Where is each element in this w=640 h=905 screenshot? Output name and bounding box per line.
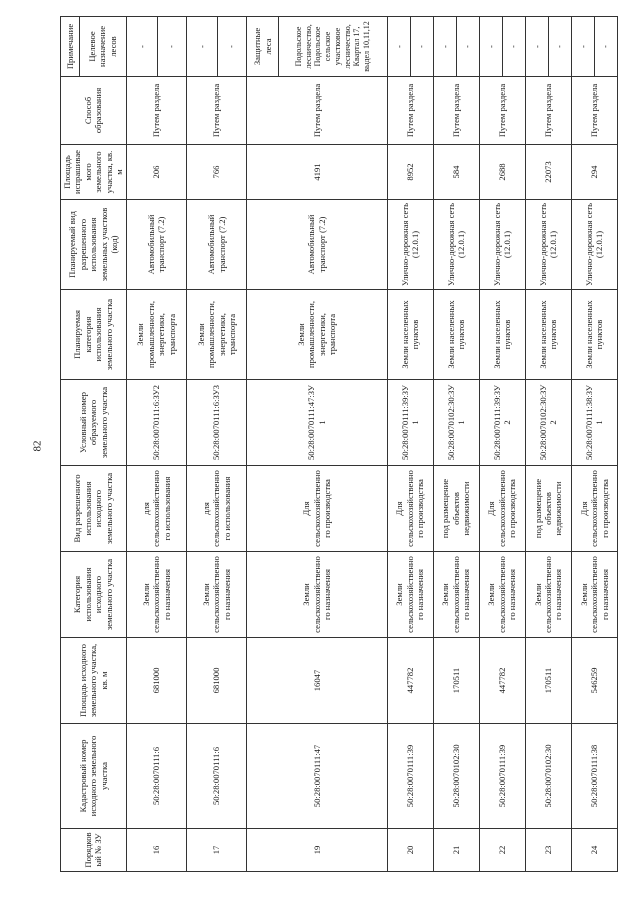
plan-use-cell: Автомобильный транспорт (7.2) — [247, 200, 387, 290]
note-cell: - — [503, 17, 525, 77]
col-cond-number: Условный номер образуемого земельного участка — [61, 380, 127, 466]
header-row — [61, 17, 80, 872]
plan-use-cell: Автомобильный транспорт (7.2) — [187, 200, 247, 290]
method-cell: Путем раздела — [479, 77, 525, 145]
method-cell: Путем раздела — [247, 77, 387, 145]
table-row — [387, 17, 411, 872]
src-category-cell: Земли сельскохозяйственного назначения — [525, 552, 571, 638]
note-cell: - — [595, 17, 618, 77]
src-area-cell: 16047 — [247, 638, 387, 724]
col-plan-use: Планируемый вид разрешенного использования земельных участков (код) — [61, 200, 127, 290]
cond-number-cell: 50:28:0070111:47:ЗУ1 — [247, 380, 387, 466]
new-area-cell: 22073 — [525, 145, 571, 200]
plan-category-cell: Земли промышленности, энергетики, транспорта — [126, 290, 186, 380]
plan-category-cell: Земли промышленности, энергетики, транспорта — [187, 290, 247, 380]
src-category-cell: Земли сельскохозяйственного назначения — [571, 552, 617, 638]
src-category-cell: Земли сельскохозяйственного назначения — [247, 552, 387, 638]
note-cell: - — [549, 17, 571, 77]
col-plan-category: Планируемая категория использования земельного участка — [61, 290, 127, 380]
src-area-cell: 546259 — [571, 638, 617, 724]
src-use-cell: Для сельскохозяйственного производства — [387, 466, 433, 552]
order-cell: 16 — [126, 829, 186, 872]
src-category-cell: Земли сельскохозяйственного назначения — [187, 552, 247, 638]
purpose-cell: - — [571, 17, 595, 77]
src-category-cell: Земли сельскохозяйственного назначения — [479, 552, 525, 638]
table-row — [433, 17, 457, 872]
plan-category-cell: Земли населенных пунктов — [479, 290, 525, 380]
cadastral-cell: 50:28:0070111:6 — [126, 724, 186, 829]
cadastral-cell: 50:28:0070111:39 — [479, 724, 525, 829]
col-new-area: Площадь испрашиваемого земельного участка, кв. м — [61, 145, 127, 200]
new-area-cell: 4191 — [247, 145, 387, 200]
cadastral-cell: 50:28:0070111:39 — [387, 724, 433, 829]
cond-number-cell: 50:28:0070111:6:ЗУ3 — [187, 380, 247, 466]
method-cell: Путем раздела — [525, 77, 571, 145]
cadastral-cell: 50:28:0070111:38 — [571, 724, 617, 829]
plan-category-cell: Земли населенных пунктов — [525, 290, 571, 380]
note-cell: Подольское лесничество, Подольское сельское участковое лесничество, Квартал 17, выдел 10,11,12 — [279, 17, 387, 77]
table-row — [571, 17, 595, 872]
method-cell: Путем раздела — [187, 77, 247, 145]
col-src-use: Вид разрешенного использования исходного земельного участка — [61, 466, 127, 552]
cond-number-cell: 50:28:0070111:6:ЗУ2 — [126, 380, 186, 466]
src-area-cell: 681000 — [187, 638, 247, 724]
cadastral-cell: 50:28:0070111:47 — [247, 724, 387, 829]
plan-category-cell: Земли населенных пунктов — [571, 290, 617, 380]
plan-use-cell: Улично-дорожная сеть (12.0.1) — [479, 200, 525, 290]
order-cell: 19 — [247, 829, 387, 872]
method-cell: Путем раздела — [571, 77, 617, 145]
src-category-cell: Земли сельскохозяйственного назначения — [433, 552, 479, 638]
plan-category-cell: Земли населенных пунктов — [387, 290, 433, 380]
note-cell: - — [157, 17, 186, 77]
cond-number-cell: 50:28:0070111:38:ЗУ1 — [571, 380, 617, 466]
cadastral-cell: 50:28:0070102:30 — [525, 724, 571, 829]
new-area-cell: 2688 — [479, 145, 525, 200]
purpose-cell: - — [387, 17, 411, 77]
note-cell: - — [457, 17, 479, 77]
purpose-cell: - — [525, 17, 549, 77]
src-area-cell: 447782 — [479, 638, 525, 724]
note-cell: - — [411, 17, 433, 77]
col-order: Порядковый № ЗУ — [61, 829, 127, 872]
src-area-cell: 170511 — [433, 638, 479, 724]
page-number: 82 — [31, 440, 44, 452]
new-area-cell: 8952 — [387, 145, 433, 200]
table-body — [126, 17, 617, 872]
plan-use-cell: Улично-дорожная сеть (12.0.1) — [525, 200, 571, 290]
src-area-cell: 170511 — [525, 638, 571, 724]
cond-number-cell: 50:28:0070111:39:ЗУ2 — [479, 380, 525, 466]
land-plot-table — [60, 17, 611, 872]
plan-use-cell: Автомобильный транспорт (7.2) — [126, 200, 186, 290]
purpose-cell: - — [479, 17, 503, 77]
plan-use-cell: Улично-дорожная сеть (12.0.1) — [433, 200, 479, 290]
order-cell: 17 — [187, 829, 247, 872]
method-cell: Путем раздела — [387, 77, 433, 145]
cond-number-cell: 50:28:0070102:30:ЗУ1 — [433, 380, 479, 466]
cadastral-cell: 50:28:0070102:30 — [433, 724, 479, 829]
purpose-cell: - — [187, 17, 218, 77]
order-cell: 23 — [525, 829, 571, 872]
src-use-cell: для сельскохозяйственного использования — [187, 466, 247, 552]
purpose-cell: - — [126, 17, 157, 77]
src-area-cell: 447782 — [387, 638, 433, 724]
plots-table — [60, 16, 618, 872]
col-method: Способ образования — [61, 77, 127, 145]
plan-use-cell: Улично-дорожная сеть (12.0.1) — [571, 200, 617, 290]
col-purpose: Целевое назначение лесов — [79, 17, 126, 77]
new-area-cell: 766 — [187, 145, 247, 200]
src-use-cell: Для сельскохозяйственного производства — [479, 466, 525, 552]
method-cell: Путем раздела — [126, 77, 186, 145]
src-category-cell: Земли сельскохозяйственного назначения — [387, 552, 433, 638]
note-cell: - — [217, 17, 246, 77]
cadastral-cell: 50:28:0070111:6 — [187, 724, 247, 829]
src-use-cell: под размещение объектов недвижимости — [525, 466, 571, 552]
table-row — [126, 17, 157, 872]
purpose-cell: Защитные леса — [247, 17, 279, 77]
src-category-cell: Земли сельскохозяйственного назначения — [126, 552, 186, 638]
plan-use-cell: Улично-дорожная сеть (12.0.1) — [387, 200, 433, 290]
src-area-cell: 681000 — [126, 638, 186, 724]
order-cell: 24 — [571, 829, 617, 872]
order-cell: 21 — [433, 829, 479, 872]
src-use-cell: Для сельскохозяйственного производства — [571, 466, 617, 552]
plan-category-cell: Земли населенных пунктов — [433, 290, 479, 380]
new-area-cell: 584 — [433, 145, 479, 200]
col-note: Примечание — [61, 17, 80, 77]
plan-category-cell: Земли промышленности, энергетики, транспорта — [247, 290, 387, 380]
table-row — [187, 17, 218, 872]
col-src-category: Категория использования исходного земельного участка — [61, 552, 127, 638]
new-area-cell: 206 — [126, 145, 186, 200]
src-use-cell: для сельскохозяйственного использования — [126, 466, 186, 552]
table-row — [525, 17, 549, 872]
cond-number-cell: 50:28:0070102:30:ЗУ2 — [525, 380, 571, 466]
col-cadastral: Кадастровый номер исходного земельного участка — [61, 724, 127, 829]
col-src-area: Площадь исходного земельного участка, кв. м — [61, 638, 127, 724]
table-row — [247, 17, 279, 872]
cond-number-cell: 50:28:0070111:39:ЗУ1 — [387, 380, 433, 466]
src-use-cell: под размещение объектов недвижимости — [433, 466, 479, 552]
order-cell: 22 — [479, 829, 525, 872]
method-cell: Путем раздела — [433, 77, 479, 145]
table-row — [479, 17, 503, 872]
purpose-cell: - — [433, 17, 457, 77]
order-cell: 20 — [387, 829, 433, 872]
src-use-cell: Для сельскохозяйственного производства — [247, 466, 387, 552]
new-area-cell: 294 — [571, 145, 617, 200]
